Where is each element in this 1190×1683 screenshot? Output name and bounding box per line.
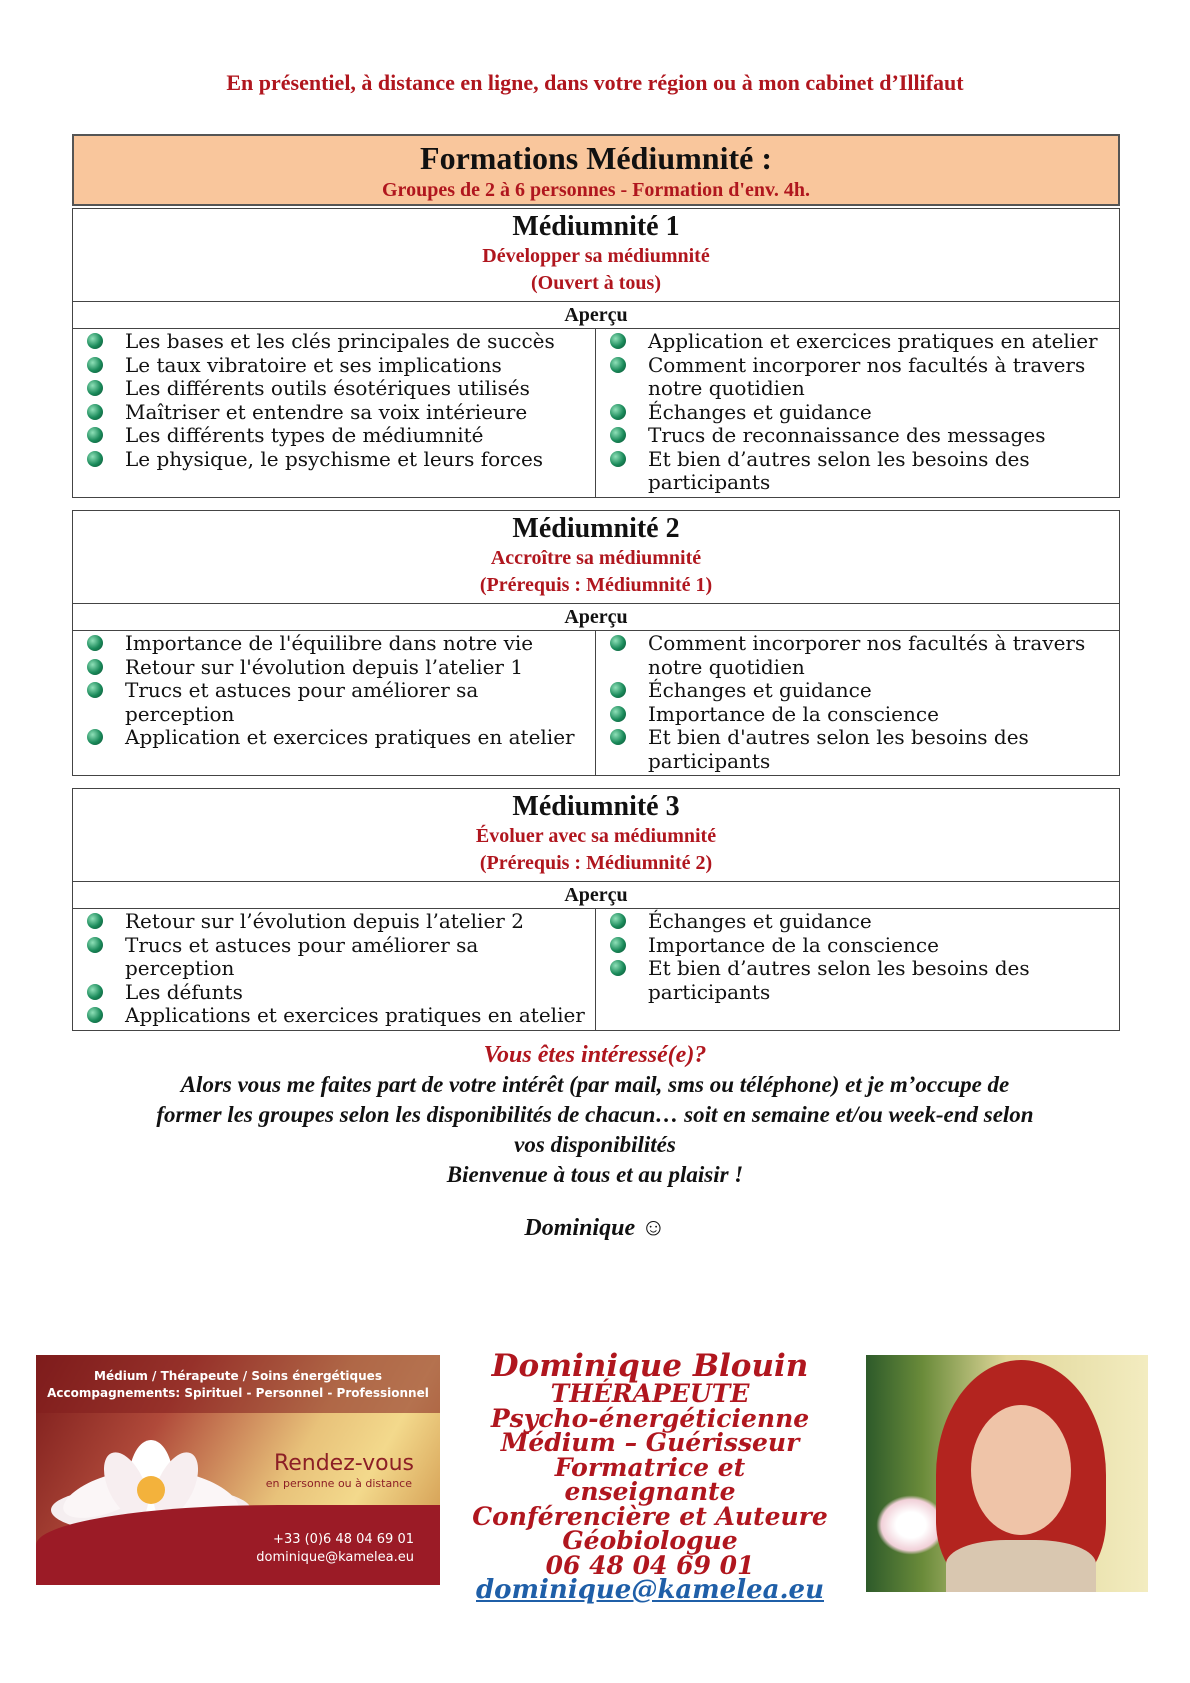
list-item: Les différents outils ésotériques utilisés <box>83 377 589 401</box>
list-item: Le physique, le psychisme et leurs forces <box>83 448 589 472</box>
bullet-icon <box>610 937 626 953</box>
contact-name: Dominique Blouin <box>491 1348 809 1384</box>
list-item: Les différents types de médiumnité <box>83 424 589 448</box>
list-item: Comment incorporer nos facultés à travers notre quotidien <box>606 354 1113 401</box>
bullet-icon <box>610 913 626 929</box>
list-item: Trucs et astuces pour améliorer sa perception <box>83 679 589 726</box>
bullet-icon <box>610 960 626 976</box>
list-item: Les défunts <box>83 981 589 1005</box>
list-item: Importance de l'équilibre dans notre vie <box>83 632 589 656</box>
module-title: Médiumnité 2 <box>512 513 680 544</box>
bullet-icon <box>610 729 626 745</box>
bullet-icon <box>610 404 626 420</box>
closing-line: vos disponibilités <box>514 1132 676 1157</box>
list-item: Les bases et les clés principales de succès <box>83 330 589 354</box>
business-card-image <box>36 1355 440 1585</box>
closing-line: Bienvenue à tous et au plaisir ! <box>446 1162 744 1187</box>
bullet-icon <box>87 913 103 929</box>
contact-block <box>470 1350 830 1603</box>
bullet-icon <box>610 333 626 349</box>
signature: Dominique ☺ <box>524 1215 666 1241</box>
list-item: Et bien d’autres selon les besoins des participants <box>606 448 1113 495</box>
contact-phone: 06 48 04 69 01 <box>545 1550 755 1580</box>
card-services: Médium / Thérapeute / Soins énergétiques <box>94 1369 382 1383</box>
list-item: Trucs et astuces pour améliorer sa perception <box>83 934 589 981</box>
contact-email-link[interactable]: dominique@kamelea.eu <box>476 1575 824 1605</box>
bullet-icon <box>87 404 103 420</box>
list-item: Comment incorporer nos facultés à travers notre quotidien <box>606 632 1113 679</box>
bullet-icon <box>87 1007 103 1023</box>
card-phone: +33 (0)6 48 04 69 01 <box>273 1532 414 1547</box>
bullet-icon <box>87 937 103 953</box>
list-item: Trucs de reconnaissance des messages <box>606 424 1113 448</box>
module-condition: (Prérequis : Médiumnité 1) <box>479 574 713 596</box>
contact-line: Médium – Guérisseur <box>500 1428 800 1457</box>
module-condition: (Ouvert à tous) <box>531 272 661 294</box>
module-title: Médiumnité 3 <box>512 791 680 822</box>
list-item: Retour sur l'évolution depuis l’atelier 1 <box>83 656 589 680</box>
module-title: Médiumnité 1 <box>512 211 680 242</box>
bullet-icon <box>87 357 103 373</box>
apercu-label: Aperçu <box>73 302 1119 329</box>
list-item: Le taux vibratoire et ses implications <box>83 354 589 378</box>
contact-line: Géobiologue <box>562 1526 738 1555</box>
bullet-icon <box>87 984 103 1000</box>
intro-line: En présentiel, à distance en ligne, dans votre région ou à mon cabinet d’Illifaut <box>226 70 964 95</box>
contact-line: Psycho-énergéticienne <box>490 1403 810 1433</box>
bullet-icon <box>87 682 103 698</box>
bullet-icon <box>87 635 103 651</box>
formations-header <box>72 134 1120 206</box>
card-rendezvous: Rendez-vous <box>273 1451 414 1476</box>
list-item: Applications et exercices pratiques en atelier <box>83 1004 589 1028</box>
list-item: Échanges et guidance <box>606 679 1113 703</box>
list-item: Et bien d’autres selon les besoins des participants <box>606 957 1113 1004</box>
bullet-icon <box>87 333 103 349</box>
module-condition: (Prérequis : Médiumnité 2) <box>479 852 713 874</box>
bullet-icon <box>610 682 626 698</box>
page-subtitle: Groupes de 2 à 6 personnes - Formation d'env. 4h. <box>382 179 810 201</box>
bullet-icon <box>610 635 626 651</box>
apercu-label: Aperçu <box>73 882 1119 909</box>
apercu-label: Aperçu <box>73 604 1119 631</box>
page-title: Formations Médiumnité : <box>420 140 772 176</box>
bullet-icon <box>610 427 626 443</box>
portrait-photo <box>866 1355 1148 1592</box>
bullet-icon <box>87 729 103 745</box>
bullet-icon <box>610 706 626 722</box>
list-item: Importance de la conscience <box>606 703 1113 727</box>
card-rendezvous-sub: en personne ou à distance <box>265 1477 412 1490</box>
module-subtitle: Accroître sa médiumnité <box>490 547 702 569</box>
list-item: Échanges et guidance <box>606 910 1113 934</box>
list-item: Maîtriser et entendre sa voix intérieure <box>83 401 589 425</box>
list-item: Et bien d'autres selon les besoins des participants <box>606 726 1113 773</box>
bullet-icon <box>610 451 626 467</box>
module-mediumnite-2 <box>72 510 1120 776</box>
closing-question: Vous êtes intéressé(e)? <box>483 1042 707 1068</box>
closing-line: Alors vous me faites part de votre intérêt (par mail, sms ou téléphone) et je m’occupe de <box>180 1072 1010 1097</box>
bullet-icon <box>87 380 103 396</box>
list-item: Retour sur l’évolution depuis l’atelier 2 <box>83 910 589 934</box>
list-item: Application et exercices pratiques en atelier <box>83 726 589 750</box>
module-mediumnite-3 <box>72 788 1120 1031</box>
card-accompaniments: Accompagnements: Spirituel - Personnel - Professionnel <box>47 1386 429 1400</box>
list-item: Échanges et guidance <box>606 401 1113 425</box>
bullet-icon <box>610 357 626 373</box>
bullet-icon <box>87 427 103 443</box>
bullet-icon <box>87 451 103 467</box>
module-subtitle: Développer sa médiumnité <box>482 245 710 267</box>
closing-line: former les groupes selon les disponibilités de chacun… soit en semaine et/ou week-end selon <box>156 1102 1034 1127</box>
list-item: Importance de la conscience <box>606 934 1113 958</box>
closing-message <box>0 1040 1190 1190</box>
module-subtitle: Évoluer avec sa médiumnité <box>475 825 717 847</box>
module-mediumnite-1 <box>72 208 1120 498</box>
card-email: dominique@kamelea.eu <box>256 1550 414 1565</box>
contact-line: THÉRAPEUTE <box>550 1379 750 1408</box>
list-item: Application et exercices pratiques en atelier <box>606 330 1113 354</box>
contact-line: Conférencière et Auteure <box>472 1501 828 1531</box>
bullet-icon <box>87 659 103 675</box>
contact-line: Formatrice et enseignante <box>554 1452 746 1506</box>
